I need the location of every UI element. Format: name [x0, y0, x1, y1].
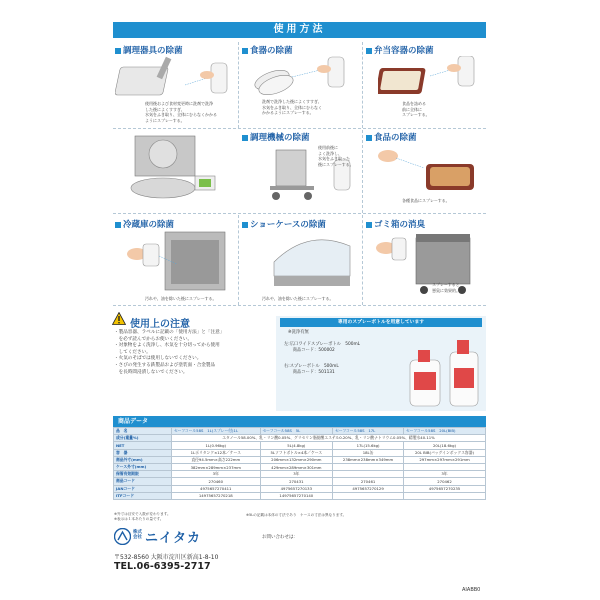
table-row: ケース外寸(mm) 382mm×289mm×237mm 429mm×289mm×301mm	[114, 463, 486, 470]
document-code: AIABB0	[462, 587, 481, 593]
inquiry-label: お問い合わせは：	[262, 535, 298, 540]
usage-header	[113, 22, 486, 38]
refrigerator-illustration	[115, 230, 235, 292]
spray-bottles-illustration	[404, 330, 484, 408]
caution-title: 使用上の注意	[130, 319, 190, 330]
caution-item: ・さびの発生する鉄製品および塗装面・合金製品	[114, 362, 216, 368]
panel-title-machines: 調理機械の除菌	[242, 131, 310, 143]
panel-text-food: 各種食品にスプレーする。	[402, 198, 450, 203]
trash-bin-illustration	[366, 230, 484, 298]
panel-title-refrigerator: 冷蔵庫の除菌	[115, 218, 174, 230]
slicer-machine-illustration	[115, 128, 233, 212]
caution-item: してください。	[114, 349, 151, 355]
panel-text-machines: 使用前後に よく洗浄し、 水気をふき取った 後にスプレーする。	[318, 145, 354, 167]
panel-title-lunchbox: 弁当容器の除菌	[366, 44, 434, 56]
caution-item: ・製品容器、ラベルに記載の「使用方法」と「注意」	[114, 330, 225, 335]
table-header-row: 品 名 セーフコール58S 1L(スプレー付)1L セーフコール58S 5L セーフコール58S 17L セーフコール58S 20L(BIB)	[114, 428, 486, 435]
table-footnote: ※5Lの記載は本体の寸法であり ケースの寸法は異なります。	[246, 513, 347, 517]
panel-text-dishes: 洗剤で洗浄した後によくすすぎ、 水気をふき取り、全体にむらなく かかるようにスプレーする。	[262, 99, 322, 115]
caution-item: を長時間浸漬しないでください。	[114, 369, 188, 375]
grid-divider	[362, 215, 363, 305]
product-data-header: 商品データ	[113, 416, 486, 427]
grid-divider	[238, 42, 239, 128]
caution-item: を必ず読んでからお使いください。	[114, 336, 193, 342]
caution-item: ・火気のそばでは使用しないでください。	[114, 356, 202, 362]
panel-text-cookware: 使用後および食材変更時に洗剤で洗浄 した後によくすすぎ、 水気をふき取り、全体にむらなくかかる ようにスプレーする。	[145, 101, 217, 123]
panel-text-trash: スプレーすると 悪臭に効果的。	[432, 282, 460, 293]
spray-bottle-box	[276, 316, 486, 411]
food-tray-illustration	[366, 142, 484, 198]
table-row: ITFコード 14975657270218 14975657270140	[114, 492, 486, 499]
spray-bottle-text: 右:スプレーボトル 500mL 商品コード：501131	[284, 364, 339, 375]
grid-divider	[362, 42, 363, 128]
spray-bottle-text: ※洗浄有無	[288, 330, 309, 335]
caution-item: ・対象物をよく洗浄し、水気を十分切ってから使用	[114, 343, 220, 349]
showcase-illustration	[268, 232, 362, 290]
panel-text-showcase: 汚れや、油を除いた後にスプレーする。	[262, 296, 334, 301]
panel-title-cookware: 調理器具の除菌	[115, 44, 183, 56]
lunchbox-illustration	[378, 56, 484, 98]
table-row: 商品コード 270460 270431 270461 270462	[114, 478, 486, 485]
caution-list	[114, 330, 264, 376]
cookware-illustration	[115, 55, 235, 105]
usage-header-title: 使用方法	[273, 24, 326, 35]
panel-title-trash: ゴミ箱の消臭	[366, 218, 425, 230]
panel-text-refrigerator: 汚れや、油を除いた後にスプレーする。	[145, 296, 217, 301]
table-row: 商品外寸(mm) 直径94.5mm×高さ222mm 206mm×132mm×290mm 238mm×238mm×349mm 297mm×297mm×291mm	[114, 456, 486, 463]
grid-divider	[113, 305, 486, 306]
company-logo-icon	[114, 528, 131, 545]
table-row: JANコード 4975657270411 4975657270133 4975657270129 4975657270235	[114, 485, 486, 492]
dishes-illustration	[242, 55, 360, 103]
company-phone: TEL.06-6395-2717	[114, 561, 211, 572]
table-row: 成分(重量%) エタノール58.00%、乳・リン酸0.05%、グリセリン脂肪酸エステル0.20%、乳・リン酸ナトリウム0.05%、精製水40.11%	[114, 435, 486, 442]
spray-bottle-box-title: 専用のスプレーボトルを用意しています	[280, 318, 482, 327]
grid-divider	[362, 130, 363, 213]
grid-divider	[238, 215, 239, 305]
company-type-label: 株式 会社	[133, 530, 142, 540]
table-footnote: ※外寸は目安で入数が変わります。 ※表示は１本あたりの量です。	[114, 512, 171, 521]
company-address: 〒532-8560 大阪市淀川区新高1-8-10	[114, 554, 219, 561]
company-name: ニイタカ	[145, 531, 202, 546]
panel-title-dishes: 食器の除菌	[242, 44, 293, 56]
table-row: NET 1L(0.96kg) 5L(4.8kg) 17L(15.6kg) 20L(18.6kg)	[114, 442, 486, 449]
table-row: 容 器 1Lポリタンク×12本／ケース 5Lソフトボトル×4本／ケース 18L缶 20L BIB(バッグインボックス容器)	[114, 449, 486, 456]
warning-icon	[112, 312, 126, 325]
table-row: 保管有効期限 3年 3年 3年	[114, 471, 486, 478]
panel-title-showcase: ショーケースの除菌	[242, 218, 326, 230]
panel-text-lunchbox: 食品を詰める 前に全体に スプレーする。	[402, 101, 430, 117]
product-data-table	[113, 427, 486, 500]
spray-bottle-text: 左:広口ワイドスプレーボトル 500mL 商品コード：500002	[284, 342, 361, 353]
panel-title-food: 食品の除菌	[366, 131, 417, 143]
grid-divider	[113, 213, 486, 214]
